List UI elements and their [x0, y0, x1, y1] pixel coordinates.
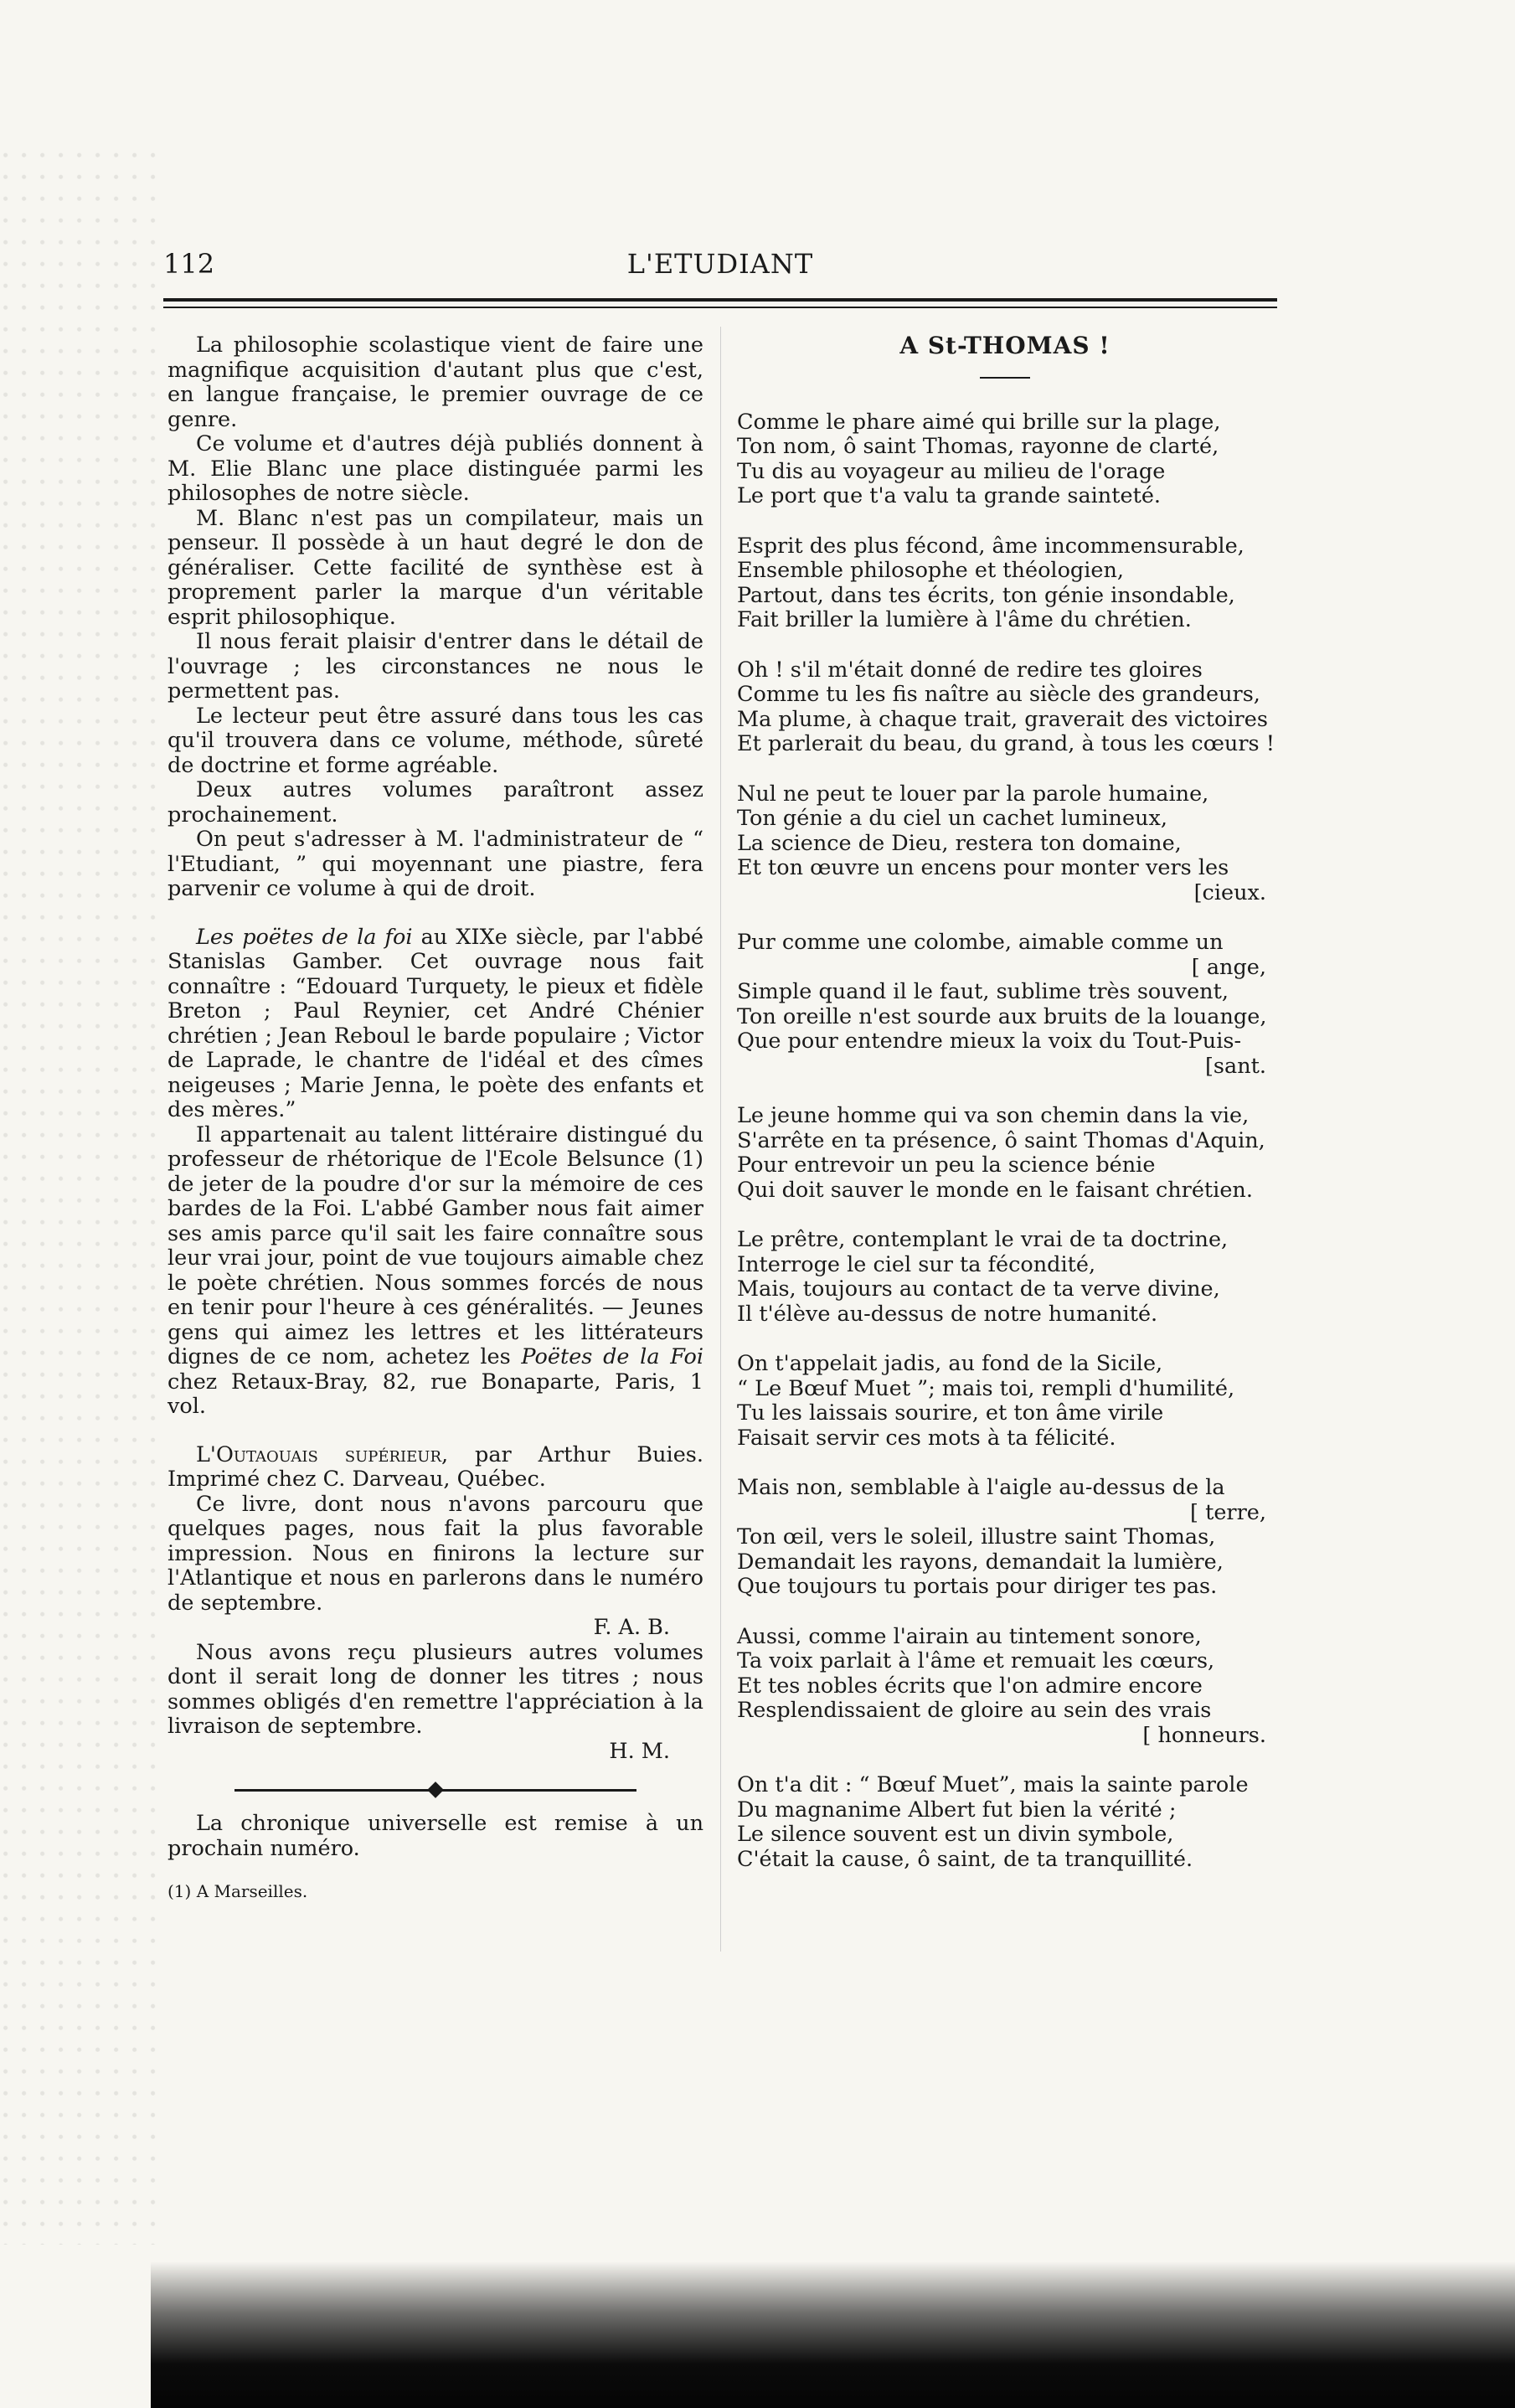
poem-line: Comme tu les fis naître au siècle des grandeurs,: [737, 682, 1260, 707]
poem-line: Qui doit sauver le monde en le faisant chrétien.: [737, 1177, 1253, 1203]
ornament-divider: [234, 1789, 636, 1792]
header-rule: [163, 298, 1277, 302]
poem-stanza: [737, 1228, 1273, 1327]
poem-line: Le prêtre, contemplant le vrai de ta doctrine,: [737, 1227, 1229, 1252]
poem-line: C'était la cause, ô saint, de ta tranquillité.: [737, 1846, 1193, 1872]
review-text: au XIXe siècle, par l'abbé Stanislas Gamber. Cet ouvrage nous fait connaître : “Edouard Turquety, le pieux et fidèle Breton ; Paul Reynier, cet André Chénier chrétien ; Jean Reboul le barde populaire ; Victor de Laprade, le chantre de l'idéal et des cîmes neigeuses ; Marie Jenna, le poète des enfants et des mères.”: [167, 924, 703, 1122]
page-number: 112: [163, 248, 215, 280]
poem-line: Esprit des plus fécond, âme incommensurable,: [737, 533, 1244, 559]
poem-line: La science de Dieu, restera ton domaine,: [737, 830, 1182, 856]
right-column: [737, 333, 1273, 1897]
poem-line: Mais non, semblable à l'aigle au-dessus de la: [737, 1475, 1225, 1500]
poem-stanza: [737, 410, 1273, 509]
poem-line: Interroge le ciel sur ta fécondité,: [737, 1251, 1096, 1277]
poem-line: Pour entrevoir un peu la science bénie: [737, 1152, 1156, 1178]
poem-line: Et ton œuvre un encens pour monter vers les: [737, 855, 1229, 880]
signature: H. M.: [609, 1738, 670, 1764]
poem-stanza: [737, 1352, 1273, 1451]
left-column: [167, 333, 703, 1905]
paragraph: Le lecteur peut être assuré dans tous les cas qu'il trouvera dans ce volume, méthode, sûreté de doctrine et forme agréable.: [167, 703, 703, 778]
poem-line: Le port que t'a valu ta grande sainteté.: [737, 483, 1162, 508]
poem-line: Resplendissaient de gloire au sein des vrais: [737, 1698, 1212, 1723]
paragraph: La chronique universelle est remise à un prochain numéro.: [167, 1811, 703, 1861]
poem-line: Tu les laissais sourire, et ton âme virile: [737, 1400, 1164, 1426]
paragraph: La philosophie scolastique vient de faire une magnifique acquisition d'autant plus que c'est, en langue française, le premier ouvrage de ce genre.: [167, 333, 703, 432]
poem-body: [737, 410, 1273, 1873]
book-review-poetes: [167, 926, 703, 1123]
poem-line: Comme le phare aimé qui brille sur la plage,: [737, 409, 1221, 435]
poem-line: Partout, dans tes écrits, ton génie insondable,: [737, 582, 1235, 608]
poem-line: Que toujours tu portais pour diriger tes pas.: [737, 1574, 1218, 1599]
poem-stanza: [737, 931, 1273, 1079]
poem-line: Demandait les rayons, demandait la lumière,: [737, 1549, 1224, 1575]
poem-line: Le silence souvent est un divin symbole,: [737, 1822, 1174, 1847]
review-text: , par Arthur Buies. Imprimé chez C. Darveau, Québec.: [167, 1441, 703, 1492]
poem-line: Ton œil, vers le soleil, illustre saint Thomas,: [737, 1524, 1216, 1549]
poem-line-continuation: [sant.: [1204, 1053, 1266, 1079]
poem-line: Ton oreille n'est sourde aux bruits de la louange,: [737, 1003, 1267, 1029]
paragraph: [167, 1123, 703, 1420]
poem-line: Que pour entendre mieux la voix du Tout-Puis-: [737, 1029, 1242, 1054]
poem-line-continuation: [cieux.: [1193, 879, 1266, 905]
review-text: Il appartenait au talent littéraire distingué du professeur de rhétorique de l'Ecole Belsunce (1) de jeter de la poudre d'or sur la mémoire de ces bardes de la Foi. L'abbé Gamber nous fait aimer ses amis parce qu'il sait les faire connaître sous leur vrai jour, point de vue toujours aimable chez le poète chrétien. Nous sommes forcés de nous en tenir pour l'heure à ces généralités. — Jeunes gens qui aimez les lettres et les littérateurs dignes de ce nom, achetez les: [167, 1121, 703, 1369]
poem-stanza: [737, 1104, 1273, 1203]
poem-line-continuation: [ terre,: [1190, 1499, 1266, 1525]
column-divider: [720, 327, 721, 1952]
paragraph: Ce livre, dont nous n'avons parcouru que quelques pages, nous fait la plus favorable impression. Nous en finirons la lecture sur l'Atlantique et nous en parlerons dans le numéro de septembre.: [167, 1491, 703, 1616]
paragraph: Ce volume et d'autres déjà publiés donnent à M. Elie Blanc une place distinguée parmi les philosophes de notre siècle.: [167, 431, 703, 506]
header-rule-thin: [163, 307, 1277, 308]
poem-line: Du magnanime Albert fut bien la vérité ;: [737, 1797, 1177, 1823]
poem-line: Aussi, comme l'airain au tintement sonore,: [737, 1623, 1202, 1649]
poem-line: Fait briller la lumière à l'âme du chrétien.: [737, 607, 1192, 632]
poem-line: On t'a dit : “ Bœuf Muet”, mais la sainte parole: [737, 1772, 1249, 1797]
poem-line: Ton génie a du ciel un cachet lumineux,: [737, 806, 1167, 831]
poem-line: Et tes nobles écrits que l'on admire encore: [737, 1673, 1203, 1699]
poem-line: Mais, toujours au contact de ta verve divine,: [737, 1276, 1220, 1302]
book-title: Poëtes de la Foi: [521, 1344, 703, 1369]
poem-line: Ta voix parlait à l'âme et remuait les cœurs,: [737, 1648, 1215, 1673]
poem-line: Ton nom, ô saint Thomas, rayonne de clarté,: [737, 434, 1219, 459]
poem-line: Simple quand il le faut, sublime très souvent,: [737, 979, 1229, 1004]
poem-stanza: [737, 1625, 1273, 1749]
page-edge-speckle: [0, 151, 159, 2245]
poem-stanza: [737, 782, 1273, 906]
poem-stanza: [737, 534, 1273, 633]
poem-line: Faisait servir ces mots à ta félicité.: [737, 1425, 1116, 1451]
paragraph: Il nous ferait plaisir d'entrer dans le détail de l'ouvrage ; les circonstances ne nous le permettent pas.: [167, 629, 703, 704]
paragraph: Nous avons reçu plusieurs autres volumes dont il serait long de donner les titres ; nous sommes obligés d'en remettre l'appréciation à la livraison de septembre.: [167, 1639, 703, 1739]
signature: F. A. B.: [593, 1615, 670, 1640]
scan-edge-band: [151, 2261, 1515, 2408]
page-header: [163, 248, 1277, 290]
paragraph: Deux autres volumes paraîtront assez prochainement.: [167, 777, 703, 828]
poem-line-continuation: [ ange,: [1191, 954, 1266, 980]
poem-line: Et parlerait du beau, du grand, à tous les cœurs !: [737, 731, 1275, 756]
poem-line: Ma plume, à chaque trait, graverait des victoires: [737, 706, 1268, 732]
paragraph: On peut s'adresser à M. l'administrateur de “ l'Etudiant, ” qui moyennant une piastre, fera parvenir ce volume à qui de droit.: [167, 827, 703, 901]
title-dash: [980, 377, 1030, 379]
review-text: chez Retaux-Bray, 82, rue Bonaparte, Paris, 1 vol.: [167, 1369, 703, 1419]
poem-line: Ensemble philosophe et théologien,: [737, 558, 1125, 583]
book-review-outaouais: [167, 1443, 703, 1493]
poem-line: Le jeune homme qui va son chemin dans la vie,: [737, 1103, 1250, 1128]
poem-line: Oh ! s'il m'était donné de redire tes gloires: [737, 657, 1203, 683]
poem-line: Pur comme une colombe, aimable comme un: [737, 930, 1224, 955]
poem-stanza: [737, 1476, 1273, 1600]
poem-title: A St-THOMAS !: [899, 332, 1110, 359]
running-title: L'ETUDIANT: [626, 248, 814, 280]
poem-line: S'arrête en ta présence, ô saint Thomas d'Aquin,: [737, 1127, 1265, 1153]
poem-line: On t'appelait jadis, au fond de la Sicile,: [737, 1351, 1163, 1376]
poem-line: Nul ne peut te louer par la parole humaine,: [737, 781, 1209, 807]
book-title: Les poëtes de la foi: [196, 924, 413, 950]
poem-line-continuation: [ honneurs.: [1142, 1722, 1266, 1748]
poem-line: “ Le Bœuf Muet ”; mais toi, rempli d'humilité,: [737, 1375, 1235, 1401]
poem-stanza: [737, 658, 1273, 757]
paragraph: M. Blanc n'est pas un compilateur, mais un penseur. Il possède à un haut degré le don de généraliser. Cette facilité de synthèse est à proprement parler la marque d'un véritable esprit philosophique.: [167, 505, 703, 630]
poem-stanza: [737, 1773, 1273, 1872]
poem-line: Tu dis au voyageur au milieu de l'orage: [737, 458, 1166, 484]
footnote: (1) A Marseilles.: [167, 1881, 308, 1901]
book-title: L'Outaouais supérieur: [196, 1441, 442, 1467]
poem-line: Il t'élève au-dessus de notre humanité.: [737, 1301, 1158, 1327]
